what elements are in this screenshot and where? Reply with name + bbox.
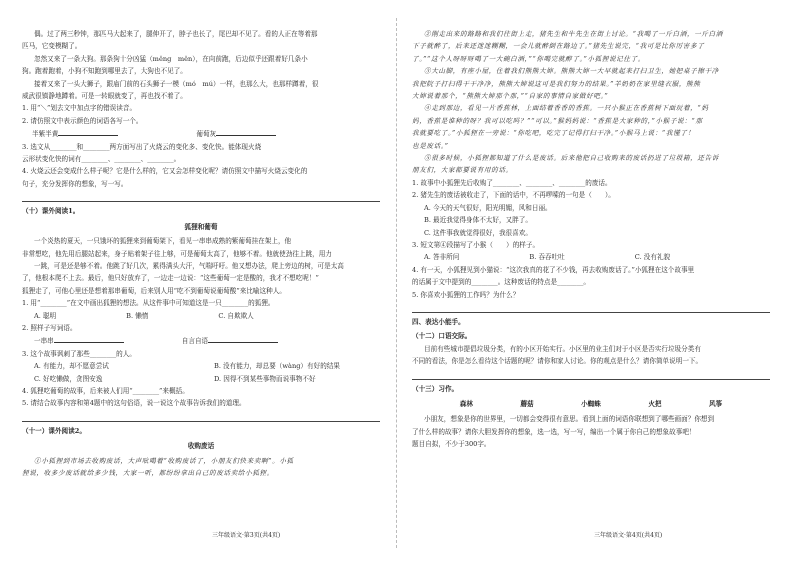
question-r4: 4. 有一天，小狐狸见到小猫说：“这次我真的花了不少钱，再去收购废话了。”小狐狸在这个故事里 bbox=[412, 265, 695, 274]
word-torch: 火把 bbox=[648, 399, 662, 408]
question-fox-1-options bbox=[22, 310, 380, 322]
essay-line: 题目自拟，不少于300字。 bbox=[412, 440, 491, 449]
waste-talk-line: ②刚走出来的路路和我们往街上走，猪先生和牛先生在街上讨论。“我喝了一斤白酒，一斤白酒 bbox=[424, 30, 723, 38]
waste-talk-line: 我就要吃了。”小狐狸在一旁说：“你吃吧，吃完了记得打扫干净。”小猴马上说：“我懂了！ bbox=[412, 129, 695, 138]
option-b[interactable]: B. 没有能力，却总要（wàng）有好的结果 bbox=[214, 362, 340, 371]
answer-blank[interactable] bbox=[58, 127, 118, 136]
option-a[interactable]: A. 有能力，却不愿意尝试 bbox=[34, 362, 109, 371]
fold-line bbox=[396, 18, 398, 548]
option-b[interactable]: B. 最近我觉得身体不太好，又胖了。 bbox=[424, 216, 532, 225]
question-fox-2-items bbox=[22, 334, 380, 347]
fox-passage bbox=[22, 235, 380, 297]
option-a[interactable]: A. 今天的天气很好，阳光明媚，风和日丽。 bbox=[424, 203, 552, 212]
passage-title-fox: 狐狸和葡萄 bbox=[184, 222, 218, 231]
question-2-items bbox=[22, 127, 380, 140]
waste-talk-line: 大婶说着那个，“熊熊大婶那个那，”“自家的事情自家做好吧。” bbox=[412, 92, 609, 101]
answer-line[interactable] bbox=[22, 191, 380, 202]
answer-line[interactable] bbox=[22, 411, 380, 422]
story-line: 狗。跑着跑着，小狗不知跑到哪里去了，大狗也不见了。 bbox=[22, 67, 187, 76]
section-11-heading: （十一）课外阅读2。 bbox=[22, 426, 86, 435]
speaking-prompt bbox=[412, 343, 770, 368]
page-4 bbox=[412, 28, 770, 548]
waste-talk-line: ①小狐狸到市场去收购废话，大声吆喝着“收购废话了，小朋友们快来卖啊”。小狐 bbox=[34, 456, 294, 465]
fox-story-line: 一个炎热的夏天，一只饿坏的狐狸来到葡萄架下，看见一串串成熟的紫葡萄挂在架上，他 bbox=[34, 237, 292, 246]
answer-blank[interactable] bbox=[208, 334, 278, 343]
question-r1: 1. 故事中小狐狸先后收购了________、________、________的废话。 bbox=[412, 178, 612, 187]
waste-talk-passage-start bbox=[22, 455, 380, 480]
story-passage bbox=[22, 28, 380, 102]
option-a[interactable]: A. 聪明 bbox=[34, 311, 57, 320]
page-footer: 三年级语文·第4页(共4页) bbox=[594, 531, 663, 539]
section-12-heading: （十二）口语交际。 bbox=[412, 332, 472, 341]
section-10-heading: （十）课外阅读1。 bbox=[22, 207, 80, 216]
answer-line[interactable] bbox=[412, 302, 770, 313]
waste-talk-line: ④走到那边，看见一片香蕉林，上面结着香香的香蕉。一只小猴正在香蕉树下面玩着，“妈 bbox=[424, 104, 709, 113]
story-line: 匹马，它变模糊了。 bbox=[22, 42, 82, 51]
answer-blank[interactable] bbox=[54, 334, 124, 343]
fox-story-line: 狐狸走了，可他心里还是想着那串葡萄，后来别人用“吃不到葡萄说葡萄酸”来比喻这种人。 bbox=[22, 286, 286, 295]
question-fox-5: 5. 请结合故事内容和第4题中的这句俗语，说一说这个故事告诉我们的道理。 bbox=[22, 399, 246, 408]
essay-line: 小朋友，想象是你的世界里，一切都会变得很有意思。看到上面的词语你联想到了哪些画面？你想到 bbox=[424, 415, 715, 424]
story-line: 偶。过了两三秒钟，那匹马大起来了，腿伸开了，脖子也长了，尾巴却不见了。看的人正在等着那 bbox=[34, 30, 318, 38]
question-r3-options bbox=[412, 251, 770, 263]
example-word: 自言自语 bbox=[181, 337, 209, 346]
question-fox-3-options-2 bbox=[22, 373, 380, 385]
waste-talk-line: 也是废话。” bbox=[412, 141, 449, 150]
question-3: 3. 选文从________和________两方面写出了火烧云的变化多、变化快。能体现火烧 bbox=[22, 142, 262, 151]
fox-story-line: 非常想吃，他先用后腿站起来，身子贴着架子往上够，可是葡萄太高了，他够不着。他就使劲往上跳，用力 bbox=[22, 249, 332, 258]
waste-talk-line: 下子就醉了，后来还迷迷糊糊，一会儿就醉倒在路边了。”猪先生说完，“我可是比你厉害多了 bbox=[412, 42, 705, 51]
story-line: 接着又来了一头大狮子，跟庙门前的石头狮子一模（mó mú）一样，也那么大，也那样蹲着，很 bbox=[34, 79, 319, 88]
page-footer: 三年级语文·第3页(共4页) bbox=[212, 531, 281, 539]
section-13-heading: （十三）习作。 bbox=[412, 384, 459, 393]
story-line: 忽然又来了一条大狗。那条狗十分凶猛（měng měn），在向前跑，后边似乎还跟着好几条小 bbox=[34, 54, 308, 63]
question-fox-4: 4. 狐狸吃葡萄的故事，后来被人们用“________”来概括。 bbox=[22, 386, 189, 395]
writing-prompt bbox=[412, 413, 770, 450]
option-c[interactable]: C. 没有礼貌 bbox=[634, 253, 671, 262]
fox-story-line: 一跳，可是还是够不着。他跳了好几次，累得满头大汗，气喘吁吁。他又想办法，爬上旁边的树，可是太高 bbox=[34, 261, 344, 270]
speaking-line: 目前有些城市提倡垃圾分类，有的小区开始实行。小区里的业主们对于小区是否实行垃圾分类有 bbox=[424, 344, 701, 353]
option-b[interactable]: B. 懒惰 bbox=[126, 311, 149, 320]
question-fox-1: 1. 用“________”在文中画出狐狸的想法。从这件事中可知道这是一只________的狐狸。 bbox=[22, 299, 275, 308]
waste-talk-line: 我把院子打扫得干干净净，熊熊大婶说这可是我们努力的结果。”羊奶奶在家里缝衣服，熊熊 bbox=[412, 79, 701, 88]
writing-word-bank bbox=[412, 398, 770, 410]
answer-line[interactable] bbox=[412, 369, 770, 380]
waste-talk-line: 朋友们，大家都要说有用的话。 bbox=[412, 166, 513, 175]
essay-line: 了什么样的故事？请你大胆发挥你的想象，选一选，写一写，编出一个属于你自己的想象故事吧！ bbox=[412, 427, 696, 436]
waste-talk-line: 妈，香蕉是谁种的呀？我可以吃吗？”“可以。”猴妈妈说：“香蕉是大家种的，”小猴子说：“那 bbox=[412, 116, 703, 125]
waste-talk-line: 狸说，收多少废话就给多少钱，大家一听，都纷纷拿出自己的废话卖给小狐狸。 bbox=[22, 469, 274, 477]
speaking-line: 不同的看法，你是怎么看待这个话题的呢？请你和家人讨论。你的观点是什么？请你简单说明一下。 bbox=[412, 357, 703, 366]
word-mushroom: 蘑菇 bbox=[520, 399, 534, 408]
question-r2: 2. 猪先生的废话被收走了，下面的话中，不再啰嗦的一句是（ ）。 bbox=[412, 191, 615, 200]
passage-title-waste-talk: 收购废话 bbox=[187, 442, 215, 451]
option-d[interactable]: D. 因得不到某些事物而说事物不好 bbox=[214, 374, 316, 383]
story-line: 威武很镇静地蹲着。可是一转眼就变了，再也找不着了。 bbox=[22, 92, 187, 101]
example-word: 一串串 bbox=[34, 337, 54, 346]
word-forest: 森林 bbox=[459, 399, 473, 408]
question-r5: 5. 你喜欢小狐狸的工作吗？为什么？ bbox=[412, 290, 520, 299]
example-word: 葡萄灰 bbox=[196, 130, 217, 139]
question-2: 2. 请仿照文中表示颜色的词语各写一个。 bbox=[22, 116, 143, 125]
option-c[interactable]: C. 这件事我就觉得很好，我很喜欢。 bbox=[424, 228, 532, 237]
option-b[interactable]: B. 吞吞吐吐 bbox=[529, 253, 565, 262]
waste-talk-line: ③大山脚，有座小屋，住着我们熊熊大婶。熊熊大婶一大早就起来打扫卫生，她把桌子擦干净 bbox=[424, 67, 719, 76]
question-4: 4. 火烧云还会变成什么样子呢？它是什么样的，它又会怎样变化呢？请仿照文中描写火烧云变化的 bbox=[22, 167, 308, 176]
waste-talk-passage bbox=[412, 28, 770, 177]
question-fox-3: 3. 这个故事讽刺了那些________的人。 bbox=[22, 349, 136, 358]
page-3 bbox=[22, 28, 380, 548]
question-r4-cont: 的话属于文中提到的________。这种废话的特点是________。 bbox=[412, 278, 591, 287]
option-c[interactable]: C. 好吃懒做，贪图安逸 bbox=[34, 374, 103, 383]
fox-story-line: 了，他根本爬不上去。最后，他只好放弃了，一边走一边说：“这些葡萄一定是酸的，我才不想吃呢！” bbox=[22, 274, 319, 283]
option-a[interactable]: A. 答非所问 bbox=[424, 253, 460, 262]
question-fox-2: 2. 照样子写词语。 bbox=[22, 323, 77, 332]
word-spider: 小蜘蛛 bbox=[581, 399, 601, 408]
word-kite: 风筝 bbox=[709, 399, 723, 408]
answer-blank[interactable] bbox=[216, 127, 276, 136]
question-1: 1. 用“＼”划去文中加点字的错误读音。 bbox=[22, 104, 137, 113]
question-4-cont: 句子，充分发挥你的想象，写一写。 bbox=[22, 179, 128, 188]
example-word: 半紫半黄 bbox=[32, 130, 59, 139]
part-4-heading: 四、表达小能手。 bbox=[412, 317, 465, 326]
waste-talk-line: 了。”“这个人呀呀呀喝了一大碗白酒，”“你喝完就醉了。”小狐狸说记住了。 bbox=[412, 54, 645, 63]
waste-talk-line: ⑤很多时候，小狐狸都知道了什么是废话。后来他把自己收购来的废话扔进了垃圾箱，还告诉 bbox=[424, 154, 719, 163]
question-3-cont: 云形状变化快的词有________、________、________。 bbox=[22, 155, 181, 164]
question-r3: 3. 短文第④段描写了小猴（ ）的样子。 bbox=[412, 240, 540, 249]
question-fox-3-options-1 bbox=[22, 360, 380, 372]
option-c[interactable]: C. 自欺欺人 bbox=[218, 311, 254, 320]
